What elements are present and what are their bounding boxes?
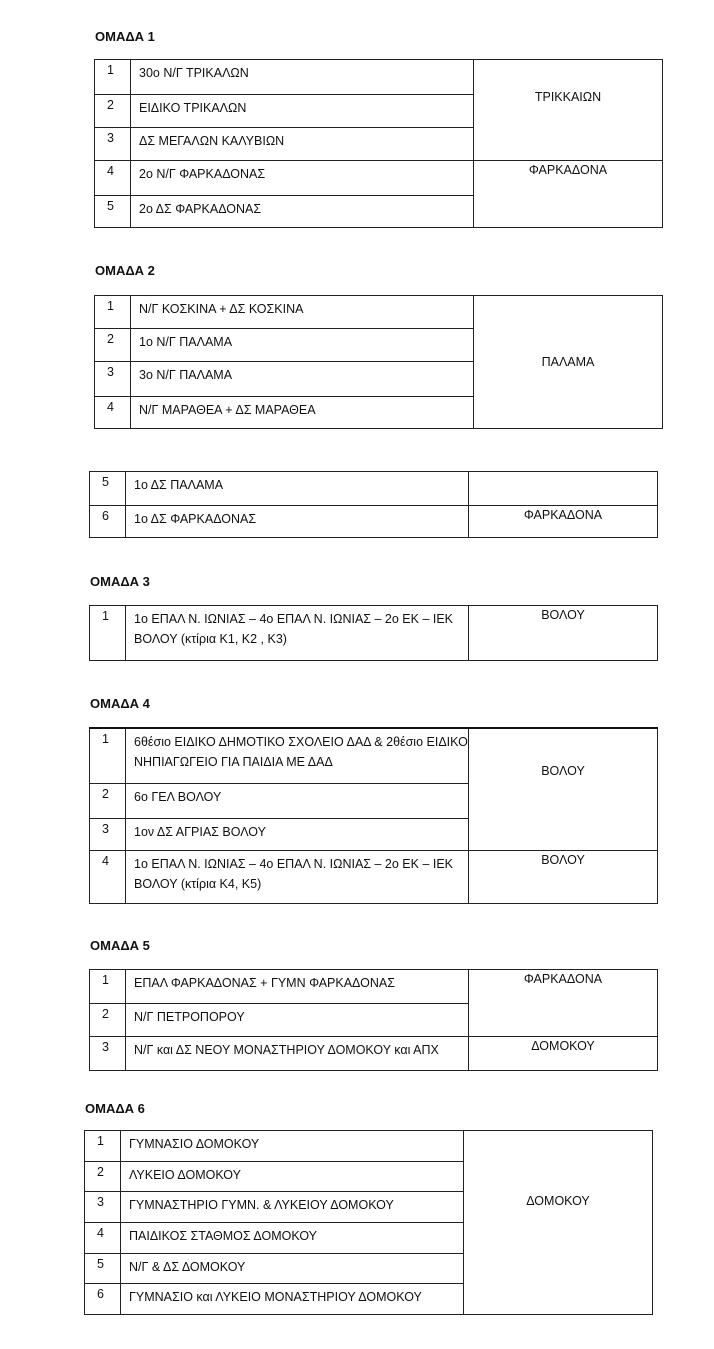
school-name: 1ο Ν/Γ ΠΑΛΑΜΑ (131, 329, 474, 362)
group-5-table (89, 969, 658, 1071)
school-name: 1ο ΔΣ ΠΑΛΑΜΑ (126, 472, 469, 506)
group-5-title: ΟΜΑΔΑ 5 (90, 938, 150, 953)
table-row (95, 161, 663, 196)
row-number: 1 (90, 728, 126, 783)
school-name: Ν/Γ και ΔΣ ΝΕΟΥ ΜΟΝΑΣΤΗΡΙΟΥ ΔΟΜΟΚΟΥ και ΑΠΧ (126, 1037, 469, 1071)
row-number: 3 (95, 128, 131, 161)
school-name: ΛΥΚΕΙΟ ΔΟΜΟΚΟΥ (121, 1162, 464, 1192)
table-row (90, 606, 658, 661)
table-row (90, 1037, 658, 1071)
school-name: 1ο ΕΠΑΛ Ν. ΙΩΝΙΑΣ – 4ο ΕΠΑΛ Ν. ΙΩΝΙΑΣ – 2ο ΕΚ – ΙΕΚ ΒΟΛΟΥ (κτίρια Κ1, Κ2 , Κ3) (126, 606, 469, 661)
row-number: 2 (95, 329, 131, 362)
row-number: 2 (95, 95, 131, 128)
row-number: 4 (90, 850, 126, 903)
group-6-table (84, 1130, 653, 1315)
school-name: ΓΥΜΝΑΣΙΟ ΔΟΜΟΚΟΥ (121, 1131, 464, 1162)
table-row (90, 506, 658, 538)
location-cell: ΔΟΜΟΚΟΥ (464, 1131, 653, 1315)
school-name: 2ο Ν/Γ ΦΑΡΚΑΔΟΝΑΣ (131, 161, 474, 196)
school-name: Ν/Γ ΠΕΤΡΟΠΟΡΟΥ (126, 1004, 469, 1037)
row-number: 1 (95, 60, 131, 95)
school-name: 1ο ΔΣ ΦΑΡΚΑΔΟΝΑΣ (126, 506, 469, 538)
group-4-table (89, 727, 658, 904)
school-name: 1ο ΕΠΑΛ Ν. ΙΩΝΙΑΣ – 4ο ΕΠΑΛ Ν. ΙΩΝΙΑΣ – 2ο ΕΚ – ΙΕΚ ΒΟΛΟΥ (κτίρια Κ4, Κ5) (126, 850, 469, 903)
location-cell: ΦΑΡΚΑΔΟΝΑ (469, 506, 658, 538)
row-number: 3 (90, 1037, 126, 1071)
table-row (95, 60, 663, 95)
school-name: ΔΣ ΜΕΓΑΛΩΝ ΚΑΛΥΒΙΩΝ (131, 128, 474, 161)
table-row (90, 850, 658, 903)
row-number: 4 (95, 397, 131, 429)
school-name: 2ο ΔΣ ΦΑΡΚΑΔΟΝΑΣ (131, 196, 474, 228)
location-cell: ΒΟΛΟΥ (469, 606, 658, 661)
location-cell: ΒΟΛΟΥ (469, 728, 658, 850)
row-number: 1 (95, 296, 131, 329)
table-row (90, 728, 658, 783)
row-number: 1 (85, 1131, 121, 1162)
row-number: 3 (85, 1192, 121, 1223)
group-1-title: ΟΜΑΔΑ 1 (95, 29, 155, 44)
group-1-table (94, 59, 663, 228)
row-number: 3 (90, 818, 126, 850)
row-number: 1 (90, 970, 126, 1004)
school-name: 1ον ΔΣ ΑΓΡΙΑΣ ΒΟΛΟΥ (126, 818, 469, 850)
school-name: 30ο Ν/Γ ΤΡΙΚΑΛΩΝ (131, 60, 474, 95)
group-2-table (94, 295, 663, 429)
table-row (95, 296, 663, 329)
table-row (90, 472, 658, 506)
row-number: 5 (95, 196, 131, 228)
school-name: 6θέσιο ΕΙΔΙΚΟ ΔΗΜΟΤΙΚΟ ΣΧΟΛΕΙΟ ΔΑΔ & 2θέσιο ΕΙΔΙΚΟ ΝΗΠΙΑΓΩΓΕΙΟ ΓΙΑ ΠΑΙΔΙΑ ΜΕ ΔΑΔ (126, 728, 469, 783)
group-3-table (89, 605, 658, 661)
school-name: Ν/Γ ΚΟΣΚΙΝΑ + ΔΣ ΚΟΣΚΙΝΑ (131, 296, 474, 329)
table-row (85, 1131, 653, 1162)
location-cell: ΦΑΡΚΑΔΟΝΑ (469, 970, 658, 1037)
row-number: 6 (85, 1284, 121, 1315)
row-number: 5 (90, 472, 126, 506)
school-name: 3ο Ν/Γ ΠΑΛΑΜΑ (131, 362, 474, 397)
school-name: ΓΥΜΝΑΣΙΟ και ΛΥΚΕΙΟ ΜΟΝΑΣΤΗΡΙΟΥ ΔΟΜΟΚΟΥ (121, 1284, 464, 1315)
row-number: 4 (85, 1223, 121, 1254)
school-name: ΕΠΑΛ ΦΑΡΚΑΔΟΝΑΣ + ΓΥΜΝ ΦΑΡΚΑΔΟΝΑΣ (126, 970, 469, 1004)
row-number: 6 (90, 506, 126, 538)
school-name: ΠΑΙΔΙΚΟΣ ΣΤΑΘΜΟΣ ΔΟΜΟΚΟΥ (121, 1223, 464, 1254)
table-row (90, 970, 658, 1004)
row-number: 5 (85, 1254, 121, 1284)
location-cell: ΒΟΛΟΥ (469, 850, 658, 903)
row-number: 2 (90, 1004, 126, 1037)
row-number: 1 (90, 606, 126, 661)
school-name: Ν/Γ & ΔΣ ΔΟΜΟΚΟΥ (121, 1254, 464, 1284)
row-number: 3 (95, 362, 131, 397)
row-number: 2 (90, 783, 126, 818)
school-name: ΕΙΔΙΚΟ ΤΡΙΚΑΛΩΝ (131, 95, 474, 128)
group-2-title: ΟΜΑΔΑ 2 (95, 263, 155, 278)
group-6-title: ΟΜΑΔΑ 6 (85, 1101, 145, 1116)
school-name: Ν/Γ ΜΑΡΑΘΕΑ + ΔΣ ΜΑΡΑΘΕΑ (131, 397, 474, 429)
location-cell: ΠΑΛΑΜΑ (474, 296, 663, 429)
row-number: 2 (85, 1162, 121, 1192)
school-name: 6ο ΓΕΛ ΒΟΛΟΥ (126, 783, 469, 818)
location-cell: ΦΑΡΚΑΔΟΝΑ (474, 161, 663, 228)
group-2-continued-table (89, 471, 658, 538)
group-4-title: ΟΜΑΔΑ 4 (90, 696, 150, 711)
row-number: 4 (95, 161, 131, 196)
school-name: ΓΥΜΝΑΣΤΗΡΙΟ ΓΥΜΝ. & ΛΥΚΕΙΟΥ ΔΟΜΟΚΟΥ (121, 1192, 464, 1223)
location-cell: ΔΟΜΟΚΟΥ (469, 1037, 658, 1071)
location-cell: ΤΡΙΚΚΑΙΩΝ (474, 60, 663, 161)
location-cell (469, 472, 658, 506)
group-3-title: ΟΜΑΔΑ 3 (90, 574, 150, 589)
